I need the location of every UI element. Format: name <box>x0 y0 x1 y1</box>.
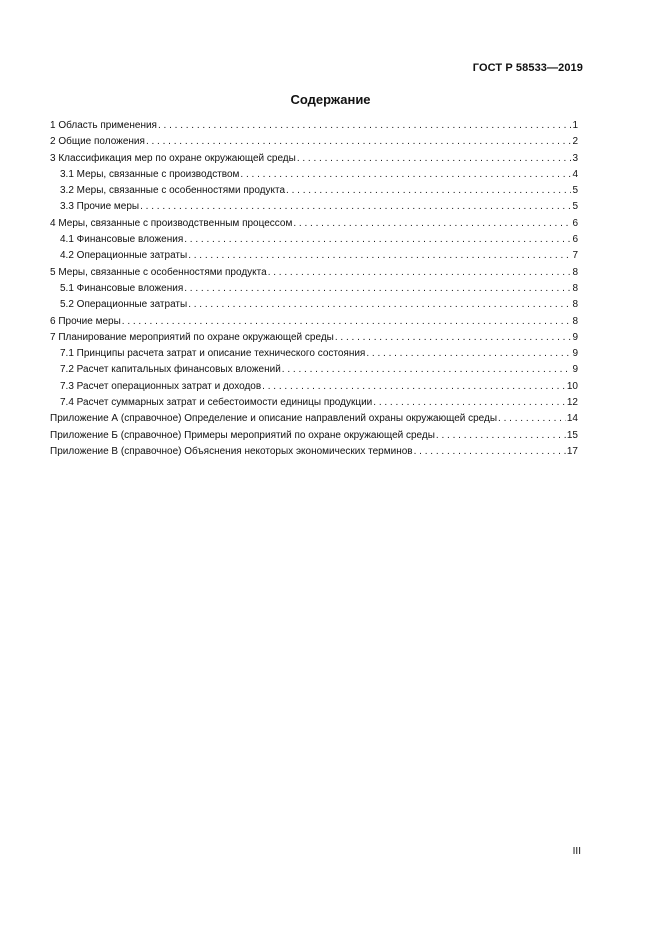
toc-entry[interactable] <box>50 118 578 134</box>
toc-entry-page: 8 <box>572 299 578 311</box>
toc-entry[interactable] <box>50 183 578 199</box>
toc-entry-title: 4 Меры, связанные с производственным процессом <box>50 217 293 229</box>
toc-entry-page: 8 <box>572 282 578 294</box>
toc-entry-page: 2 <box>572 136 578 148</box>
toc-dot-leader <box>297 151 572 167</box>
document-code: ГОСТ Р 58533—2019 <box>472 62 583 74</box>
toc-entry[interactable] <box>50 411 578 427</box>
toc-dot-leader <box>184 281 571 297</box>
toc-dot-leader <box>282 362 572 378</box>
toc-dot-leader <box>262 379 566 395</box>
toc-entry[interactable] <box>50 248 578 264</box>
toc-entry-page: 5 <box>572 201 578 213</box>
toc-entry-title: 3.1 Меры, связанные с производством <box>60 168 240 180</box>
toc-entry-page: 17 <box>566 445 578 457</box>
toc-dot-leader <box>188 297 571 313</box>
toc-entry-title: 5 Меры, связанные с особенностями продукта <box>50 266 267 278</box>
toc-entry-title: 3.2 Меры, связанные с особенностями продукта <box>60 185 286 197</box>
toc-entry-title: 6 Прочие меры <box>50 315 121 327</box>
toc-entry-page: 9 <box>572 348 578 360</box>
toc-entry-title: 1 Область применения <box>50 120 157 131</box>
toc-entry-title: 3.3 Прочие меры <box>60 201 140 213</box>
toc-dot-leader <box>373 395 566 411</box>
toc-entry-title: 4.2 Операционные затраты <box>60 250 188 262</box>
toc-entry-page: 5 <box>572 185 578 197</box>
table-of-contents <box>50 118 578 460</box>
toc-entry-page: 12 <box>566 397 578 409</box>
toc-entry-title: 7.4 Расчет суммарных затрат и себестоимости единицы продукции <box>60 397 373 409</box>
toc-entry-page: 6 <box>572 217 578 229</box>
toc-dot-leader <box>366 346 571 362</box>
toc-entry-page: 14 <box>566 413 578 425</box>
toc-entry[interactable] <box>50 379 578 395</box>
page-number: III <box>572 846 581 857</box>
toc-entry-title: 3 Классификация мер по охране окружающей среды <box>50 152 296 164</box>
toc-entry[interactable] <box>50 314 578 330</box>
toc-dot-leader <box>184 232 571 248</box>
toc-entry[interactable] <box>50 330 578 346</box>
toc-entry[interactable] <box>50 444 578 460</box>
toc-entry[interactable] <box>50 297 578 313</box>
toc-dot-leader <box>146 134 572 150</box>
toc-entry-page: 8 <box>572 315 578 327</box>
toc-dot-leader <box>436 428 566 444</box>
toc-dot-leader <box>498 411 566 427</box>
toc-dot-leader <box>268 265 572 281</box>
toc-entry[interactable] <box>50 167 578 183</box>
toc-entry-page: 10 <box>566 380 578 392</box>
toc-entry-title: 7 Планирование мероприятий по охране окружающей среды <box>50 331 334 343</box>
toc-entry[interactable] <box>50 428 578 444</box>
toc-dot-leader <box>140 199 571 215</box>
toc-entry[interactable] <box>50 216 578 232</box>
toc-entry[interactable] <box>50 395 578 411</box>
toc-entry-page: 8 <box>572 266 578 278</box>
toc-dot-leader <box>286 183 571 199</box>
toc-entry-title: 7.1 Принципы расчета затрат и описание технического состояния <box>60 348 366 360</box>
toc-entry-title: 5.1 Финансовые вложения <box>60 282 184 294</box>
toc-dot-leader <box>158 118 571 134</box>
toc-entry[interactable] <box>50 346 578 362</box>
toc-entry[interactable] <box>50 134 578 150</box>
toc-entry-title: 7.3 Расчет операционных затрат и доходов <box>60 380 262 392</box>
toc-entry[interactable] <box>50 281 578 297</box>
toc-entry-title: 2 Общие положения <box>50 136 145 148</box>
toc-dot-leader <box>122 314 572 330</box>
toc-dot-leader <box>293 216 571 232</box>
toc-entry-title: 4.1 Финансовые вложения <box>60 234 184 246</box>
toc-entry-page: 15 <box>566 429 578 441</box>
toc-entry-page: 9 <box>572 331 578 343</box>
toc-entry-page: 3 <box>572 152 578 164</box>
toc-entry[interactable] <box>50 265 578 281</box>
toc-dot-leader <box>414 444 566 460</box>
toc-entry-title: Приложение В (справочное) Объяснения некоторых экономических терминов <box>50 445 413 457</box>
toc-entry[interactable] <box>50 232 578 248</box>
toc-entry-title: 5.2 Операционные затраты <box>60 299 188 311</box>
toc-entry-title: Приложение А (справочное) Определение и описание направлений охраны окружающей среды <box>50 413 498 425</box>
toc-dot-leader <box>335 330 572 346</box>
toc-entry-title: 7.2 Расчет капитальных финансовых вложений <box>60 364 281 376</box>
toc-entry[interactable] <box>50 362 578 378</box>
toc-entry-page: 7 <box>572 250 578 262</box>
toc-entry-page: 4 <box>572 168 578 180</box>
toc-entry-title: Приложение Б (справочное) Примеры мероприятий по охране окружающей среды <box>50 429 435 441</box>
toc-title: Содержание <box>290 92 371 107</box>
toc-entry-page: 6 <box>572 234 578 246</box>
toc-entry[interactable] <box>50 199 578 215</box>
toc-dot-leader <box>188 248 571 264</box>
toc-entry[interactable] <box>50 151 578 167</box>
toc-entry-page: 9 <box>572 364 578 376</box>
toc-dot-leader <box>240 167 571 183</box>
toc-entry-page: 1 <box>572 120 578 131</box>
